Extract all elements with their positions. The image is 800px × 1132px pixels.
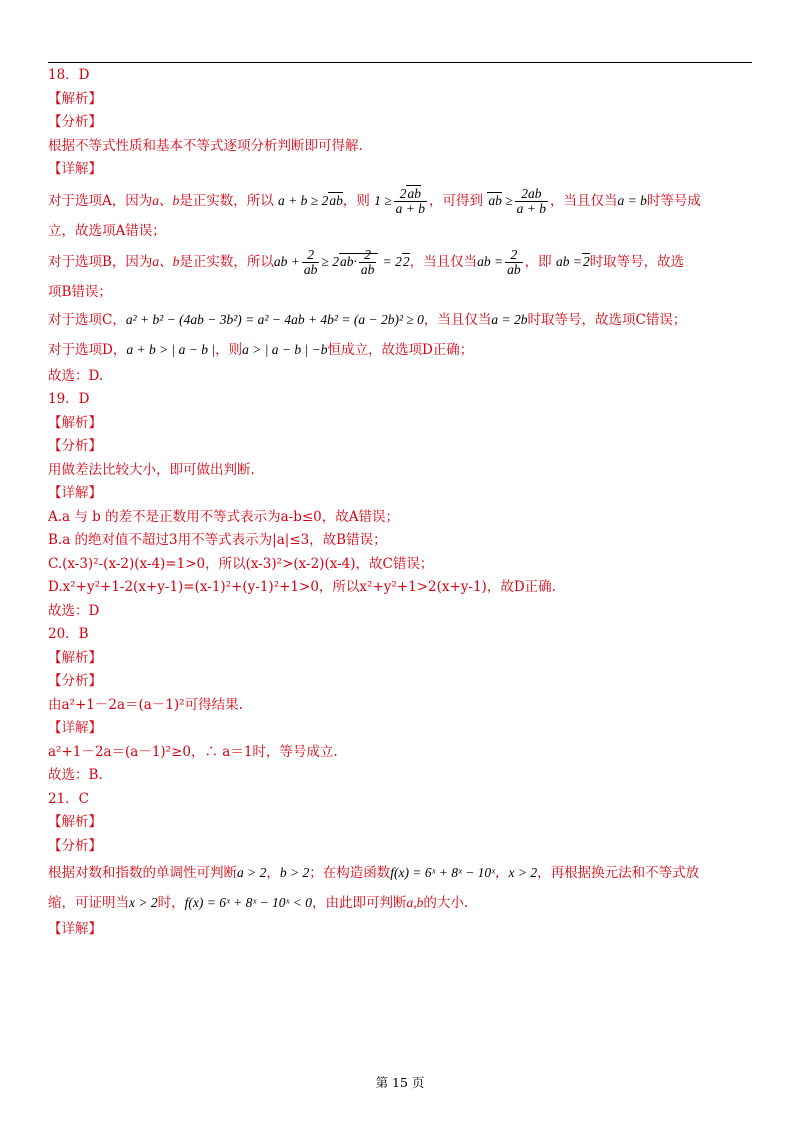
q19-jiexi-label: 【解析】 <box>48 414 102 431</box>
q18-option-b-line: 对于选项B，因为a、b是正实数，所以ab + $\frac{2}{ab}$ ≥ 2ab· $\frac{2}{ab}$ = 22，当且仅当ab = $\frac{2}{ab}$ ，即 ab =2时取等号，故选 <box>48 247 685 278</box>
q18-answer: 故选：D. <box>48 367 104 384</box>
q18-analysis: 根据不等式性质和基本不等式逐项分析判断即可得解. <box>48 137 363 154</box>
q21-analysis-line-2: 缩，可证明当x > 2时，f(x) = 6ˣ + 8ˣ − 10ˣ < 0，由此即可判断a,b的大小. <box>48 895 469 911</box>
q20-head: 20．B <box>48 626 89 642</box>
q18-head: 18．D <box>48 67 90 83</box>
page-number: 第 15 页 <box>375 1075 425 1090</box>
q18-frac-3: $\frac{2}{ab}$ <box>303 247 318 277</box>
q18-option-a-line: 对于选项A，因为a、b是正实数，所以 a + b ≥ 2ab，则 1 ≥ $\frac{2ab}{a + b}$ ，可得到 ab ≥ $\frac{2ab}{a + b}$ ，当且仅当a = b时等号成 <box>48 185 701 216</box>
q18-option-a-cont: 立，故选项A错误； <box>48 222 166 239</box>
q21-xiangjie-label: 【详解】 <box>48 921 102 937</box>
q18-frac-5: $\frac{2}{ab}$ <box>507 247 521 277</box>
q21-fenxi-label: 【分析】 <box>48 837 102 854</box>
q20-jiexi-label: 【解析】 <box>48 649 102 666</box>
q18-fenxi-label: 【分析】 <box>48 114 102 130</box>
q19-detail-b: B.a 的绝对值不超过3用不等式表示为|a|≤3，故B错误； <box>48 532 387 548</box>
q19-detail-a: A.a 与 b 的差不是正数用不等式表示为a-b≤0，故A错误； <box>48 508 400 525</box>
q18-jiexi-label: 【解析】 <box>48 90 102 107</box>
q19-xiangjie-label: 【详解】 <box>48 485 102 501</box>
q20-answer: 故选：B. <box>48 767 103 783</box>
q18-xiangjie-label: 【详解】 <box>48 161 102 177</box>
page-content <box>48 64 752 942</box>
q19-analysis: 用做差法比较大小，即可做出判断. <box>48 461 255 478</box>
q18-option-d-line: 对于选项D，a + b > | a − b |，则a > | a − b | −b恒成立，故选项D正确； <box>48 341 474 358</box>
header-rule <box>48 62 752 63</box>
q18-option-b-cont: 项B错误； <box>48 284 112 300</box>
q21-analysis-line-1: 根据对数和指数的单调性可判断a > 2，b > 2；在构造函数f(x) = 6ˣ + 8ˣ − 10ˣ，x > 2，再根据换元法和不等式放 <box>48 865 700 881</box>
q20-analysis: 由a²+1－2a＝(a－1)²可得结果. <box>48 696 243 713</box>
q18-frac-1: $\frac{2ab}{a + b}$ <box>395 185 426 216</box>
q21-head: 21．C <box>48 790 90 807</box>
q21-jiexi-label: 【解析】 <box>48 814 102 830</box>
q19-detail-d: D.x²+y²+1-2(x+y-1)=(x-1)²+(y-1)²+1>0，所以x²+y²+1>2(x+y-1)，故D正确. <box>48 579 556 595</box>
q19-answer: 故选：D <box>48 602 100 619</box>
q19-detail-c: C.(x-3)²-(x-2)(x-4)=1>0，所以(x-3)²>(x-2)(x-4)，故C错误； <box>48 555 434 572</box>
q19-fenxi-label: 【分析】 <box>48 438 102 454</box>
q18-frac-2: $\frac{2ab}{a + b}$ <box>516 185 547 216</box>
q18-frac-4: $\frac{2}{ab}$ <box>360 247 375 278</box>
q20-fenxi-label: 【分析】 <box>48 673 102 689</box>
q19-head: 19．D <box>48 391 90 407</box>
q18-option-c-line: 对于选项C，a² + b² − (4ab − 3b²) = a² − 4ab + 4b² = (a − 2b)² ≥ 0，当且仅当a = 2b时取等号，故选项C错误； <box>48 311 687 328</box>
q20-xiangjie-label: 【详解】 <box>48 720 102 736</box>
q20-detail: a²+1－2a＝(a－1)²≥0，∴ a＝1时，等号成立. <box>48 743 338 760</box>
